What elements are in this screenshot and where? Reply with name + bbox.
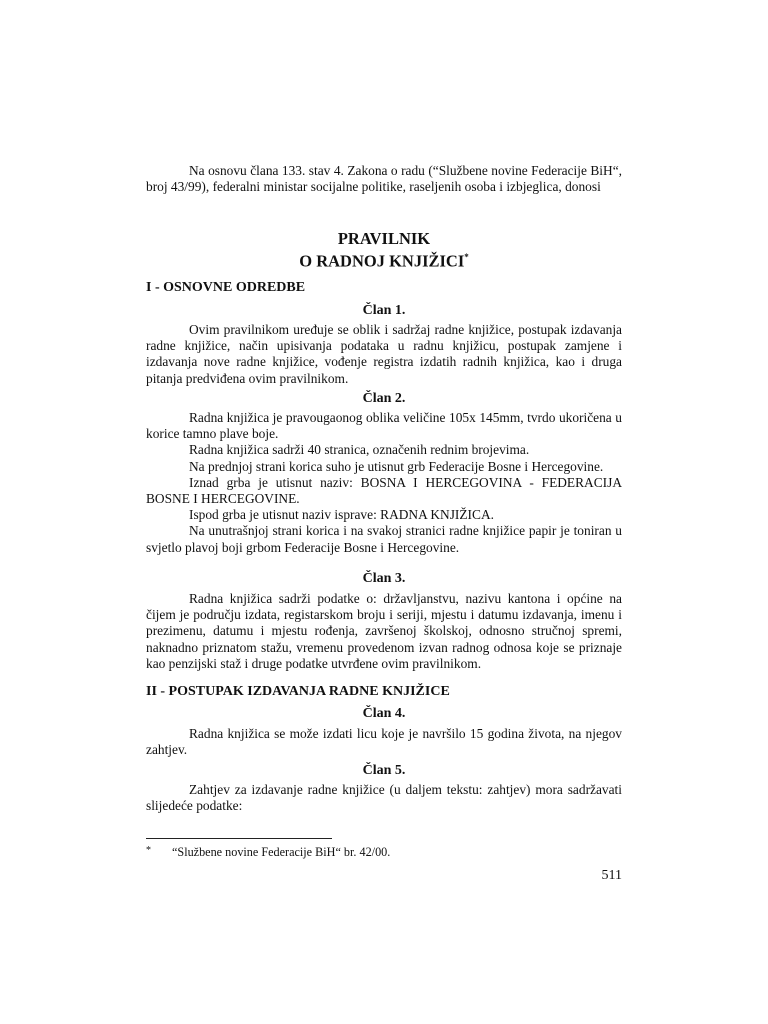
intro-block <box>146 163 622 195</box>
clan-1-text: Ovim pravilnikom uređuje se oblik i sadržaj radne knjižice, postupak izdavanja radne knjižice, način upisivanja podataka u radnu knjižicu, postupak zamjene i izdavanja nove radne knjižice, vođenje registra izdatih radnih knjižica, kao i druga pitanja predviđena ovim pravilnikom. <box>146 322 622 386</box>
document-title <box>146 229 622 271</box>
clan-2-paragraph: Iznad grba je utisnut naziv: BOSNA I HERCEGOVINA - FEDERACIJA BOSNE I HERCEGOVINE. <box>146 474 622 507</box>
clan-3-text: Radna knjižica sadrži podatke o: državljanstvu, nazivu kantona i općine na čijem je području izdata, registarskom broju i seriji, mjestu i datumu izdavanja, imenu i prezimenu, datumu i mjestu rođenja, završenoj školskoj, odnosno stručnoj spremi, naknadno priznatom stažu, vremenu provedenom izvan radnog odnosa koje se priznaje kao penzijski staž i druge podatke utvrđene ovim pravilnikom. <box>146 591 622 671</box>
footnote <box>146 845 390 860</box>
clan-2-paragraph: Radna knjižica sadrži 40 stranica, označenih rednim brojevima. <box>189 442 530 458</box>
footnote-divider <box>146 838 332 839</box>
section-2-heading: II - POSTUPAK IZDAVANJA RADNE KNJIŽICE <box>146 684 450 699</box>
section-1-heading: I - OSNOVNE ODREDBE <box>146 280 306 295</box>
clan-2-paragraph: Ispod grba je utisnut naziv isprave: RADNA KNJIŽICA. <box>189 507 494 523</box>
footnote-mark: * <box>146 845 151 856</box>
clan-5-label: Član 5. <box>362 763 406 778</box>
clan-3-label: Član 3. <box>362 571 406 586</box>
clan-2-body <box>146 410 622 556</box>
clan-1-label: Član 1. <box>362 303 406 318</box>
footnote-text: “Službene novine Federacije BiH“ br. 42/00. <box>172 845 391 859</box>
clan-4-text: Radna knjižica se može izdati licu koje je navršilo 15 godina života, na njegov zahtjev. <box>146 726 622 758</box>
clan-4-body <box>146 726 622 758</box>
intro-paragraph: Na osnovu člana 133. stav 4. Zakona o radu (“Službene novine Federacije BiH“, broj 43/99), federalni ministar socijalne politike, raseljenih osoba i izbjeglica, donosi <box>146 163 622 195</box>
clan-1-body <box>146 322 622 387</box>
clan-2-paragraph: Na unutrašnjoj strani korica i na svakoj stranici radne knjižice papir je toniran u svjetlo plavoj boji grbom Federacije Bosne i Hercegovine. <box>146 523 622 555</box>
clan-5-text: Zahtjev za izdavanje radne knjižice (u daljem tekstu: zahtjev) mora sadržavati slijedeće podatke: <box>146 782 622 814</box>
page-number: 511 <box>601 868 622 883</box>
title-line-1: PRAVILNIK <box>337 229 431 248</box>
clan-4-label: Član 4. <box>362 706 406 721</box>
clan-2-label: Član 2. <box>362 391 406 406</box>
clan-3-body <box>146 591 622 672</box>
title-line-2: O RADNOJ KNJIŽICI* <box>299 251 469 271</box>
clan-2-paragraph: Radna knjižica je pravougaonog oblika veličine 105x 145mm, tvrdo ukoričena u korice tamno plave boje. <box>146 410 622 442</box>
clan-2-paragraph: Na prednjoj strani korica suho je utisnut grb Federacije Bosne i Hercegovine. <box>189 458 604 474</box>
clan-5-body <box>146 782 622 814</box>
title-footnote-mark: * <box>464 252 469 262</box>
